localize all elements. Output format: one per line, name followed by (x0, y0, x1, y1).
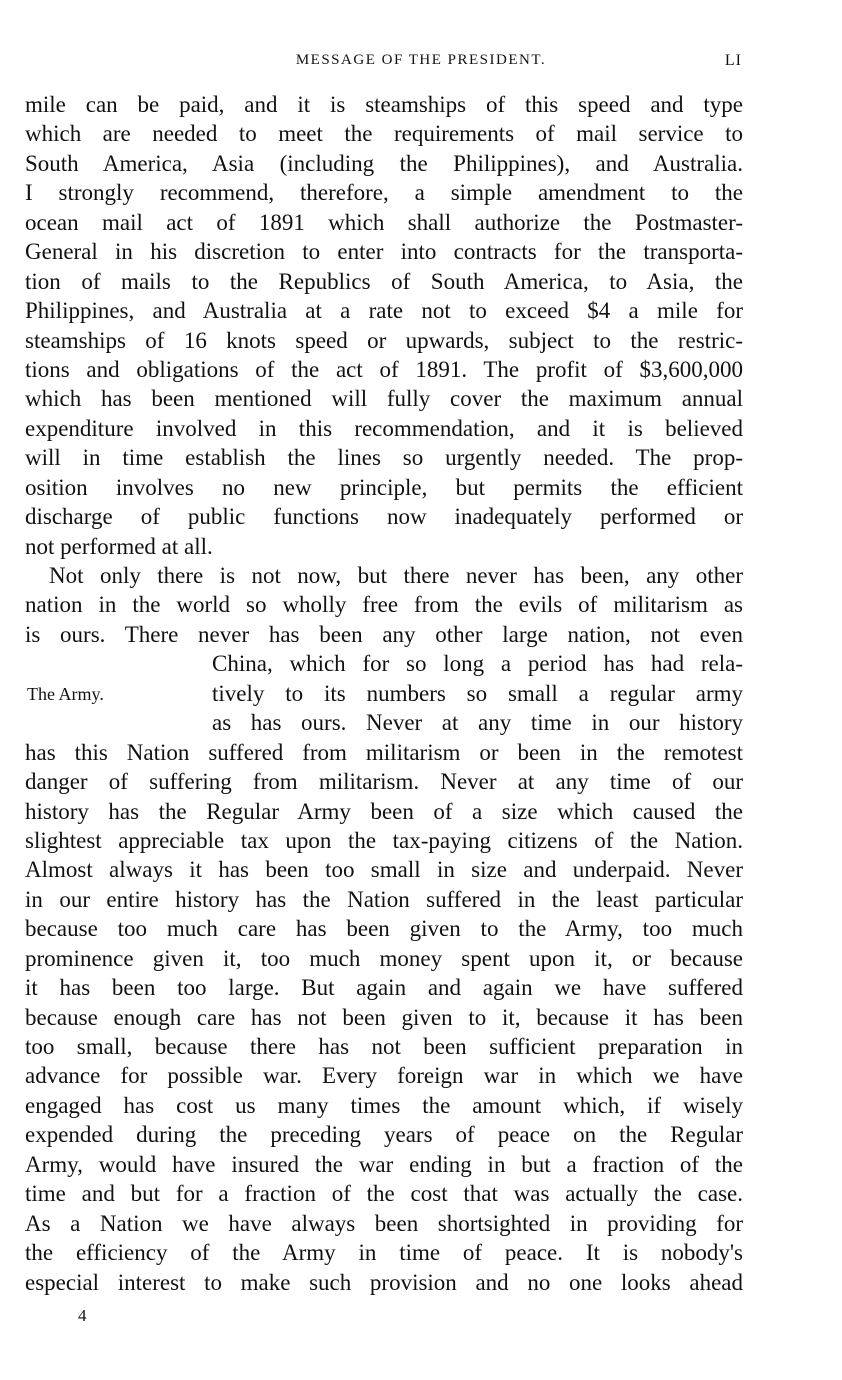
text-line: not performed at all. (25, 533, 213, 559)
text-line: nation in the world so wholly free from the evils of militarism as (25, 592, 743, 618)
text-line: danger of suffering from militarism. Never at any time of our (25, 769, 743, 795)
text-line: as has ours. Never at any time in our history (212, 710, 743, 736)
text-line: too small, because there has not been sufficient preparation in (25, 1034, 743, 1059)
body-text (25, 90, 743, 1297)
text-line: which has been mentioned will fully cover the maximum annual (25, 386, 743, 412)
text-line: prominence given it, too much money spent upon it, or because (25, 945, 743, 971)
page-header (0, 52, 842, 80)
text-line: has this Nation suffered from militarism or been in the remotest (25, 739, 743, 765)
text-line: engaged has cost us many times the amount which, if wisely (25, 1092, 743, 1118)
running-title: MESSAGE OF THE PRESIDENT. (295, 52, 547, 68)
text-line: tions and obligations of the act of 1891. The profit of $3,600,000 (25, 356, 743, 382)
text-line: South America, Asia (including the Philippines), and Australia. (25, 150, 743, 176)
text-line: it has been too large. But again and again we have suffered (25, 975, 743, 1001)
marginal-note: The Army. (27, 684, 104, 704)
text-line: will in time establish the lines so urgently needed. The prop- (25, 445, 743, 471)
text-line: the efficiency of the Army in time of peace. It is nobody's (25, 1240, 743, 1266)
text-line: Almost always it has been too small in size and underpaid. Never (25, 857, 743, 883)
text-line: expended during the preceding years of peace on the Regular (25, 1122, 743, 1148)
text-line: steamships of 16 knots speed or upwards, subject to the restric- (25, 327, 743, 353)
paragraph-the-army (25, 561, 743, 1297)
text-line: because too much care has been given to the Army, too much (25, 916, 743, 942)
text-line: advance for possible war. Every foreign war in which we have (25, 1063, 743, 1089)
text-line: in our entire history has the Nation suffered in the least particular (25, 886, 743, 912)
text-line: China, which for so long a period has had rela- (212, 651, 743, 677)
text-line: which are needed to meet the requirements of mail service to (25, 121, 743, 147)
text-line: expenditure involved in this recommendation, and it is believed (25, 415, 743, 441)
text-line: is ours. There never has been any other large nation, not even (25, 621, 743, 647)
page-number: LI (724, 52, 742, 69)
text-line: As a Nation we have always been shortsighted in providing for (25, 1210, 743, 1236)
text-line: because enough care has not been given to it, because it has been (25, 1004, 743, 1030)
text-line: I strongly recommend, therefore, a simple amendment to the (25, 180, 743, 206)
text-line: discharge of public functions now inadequately performed or (25, 504, 743, 530)
text-line: tion of mails to the Republics of South America, to Asia, the (25, 268, 743, 294)
text-line: ocean mail act of 1891 which shall authorize the Postmaster- (25, 209, 743, 235)
signature-mark: 4 (78, 1306, 87, 1325)
text-line: slightest appreciable tax upon the tax-paying citizens of the Nation. (25, 827, 743, 853)
text-line: especial interest to make such provision and no one looks ahead (25, 1269, 743, 1295)
text-line: tively to its numbers so small a regular army (212, 680, 743, 706)
text-line: mile can be paid, and it is steamships of this speed and type (25, 92, 743, 117)
text-line: Army, would have insured the war ending in but a fraction of the (25, 1151, 743, 1177)
text-line: Philippines, and Australia at a rate not to exceed $4 a mile for (25, 298, 743, 324)
text-line: history has the Regular Army been of a size which caused the (25, 798, 743, 824)
paragraph-ocean-mail (25, 90, 743, 561)
text-line: General in his discretion to enter into contracts for the transporta- (25, 239, 743, 265)
text-line: time and but for a fraction of the cost that was actually the case. (25, 1181, 743, 1207)
text-line: osition involves no new principle, but permits the efficient (25, 474, 743, 500)
text-line: Not only there is not now, but there never has been, any other (49, 563, 743, 588)
